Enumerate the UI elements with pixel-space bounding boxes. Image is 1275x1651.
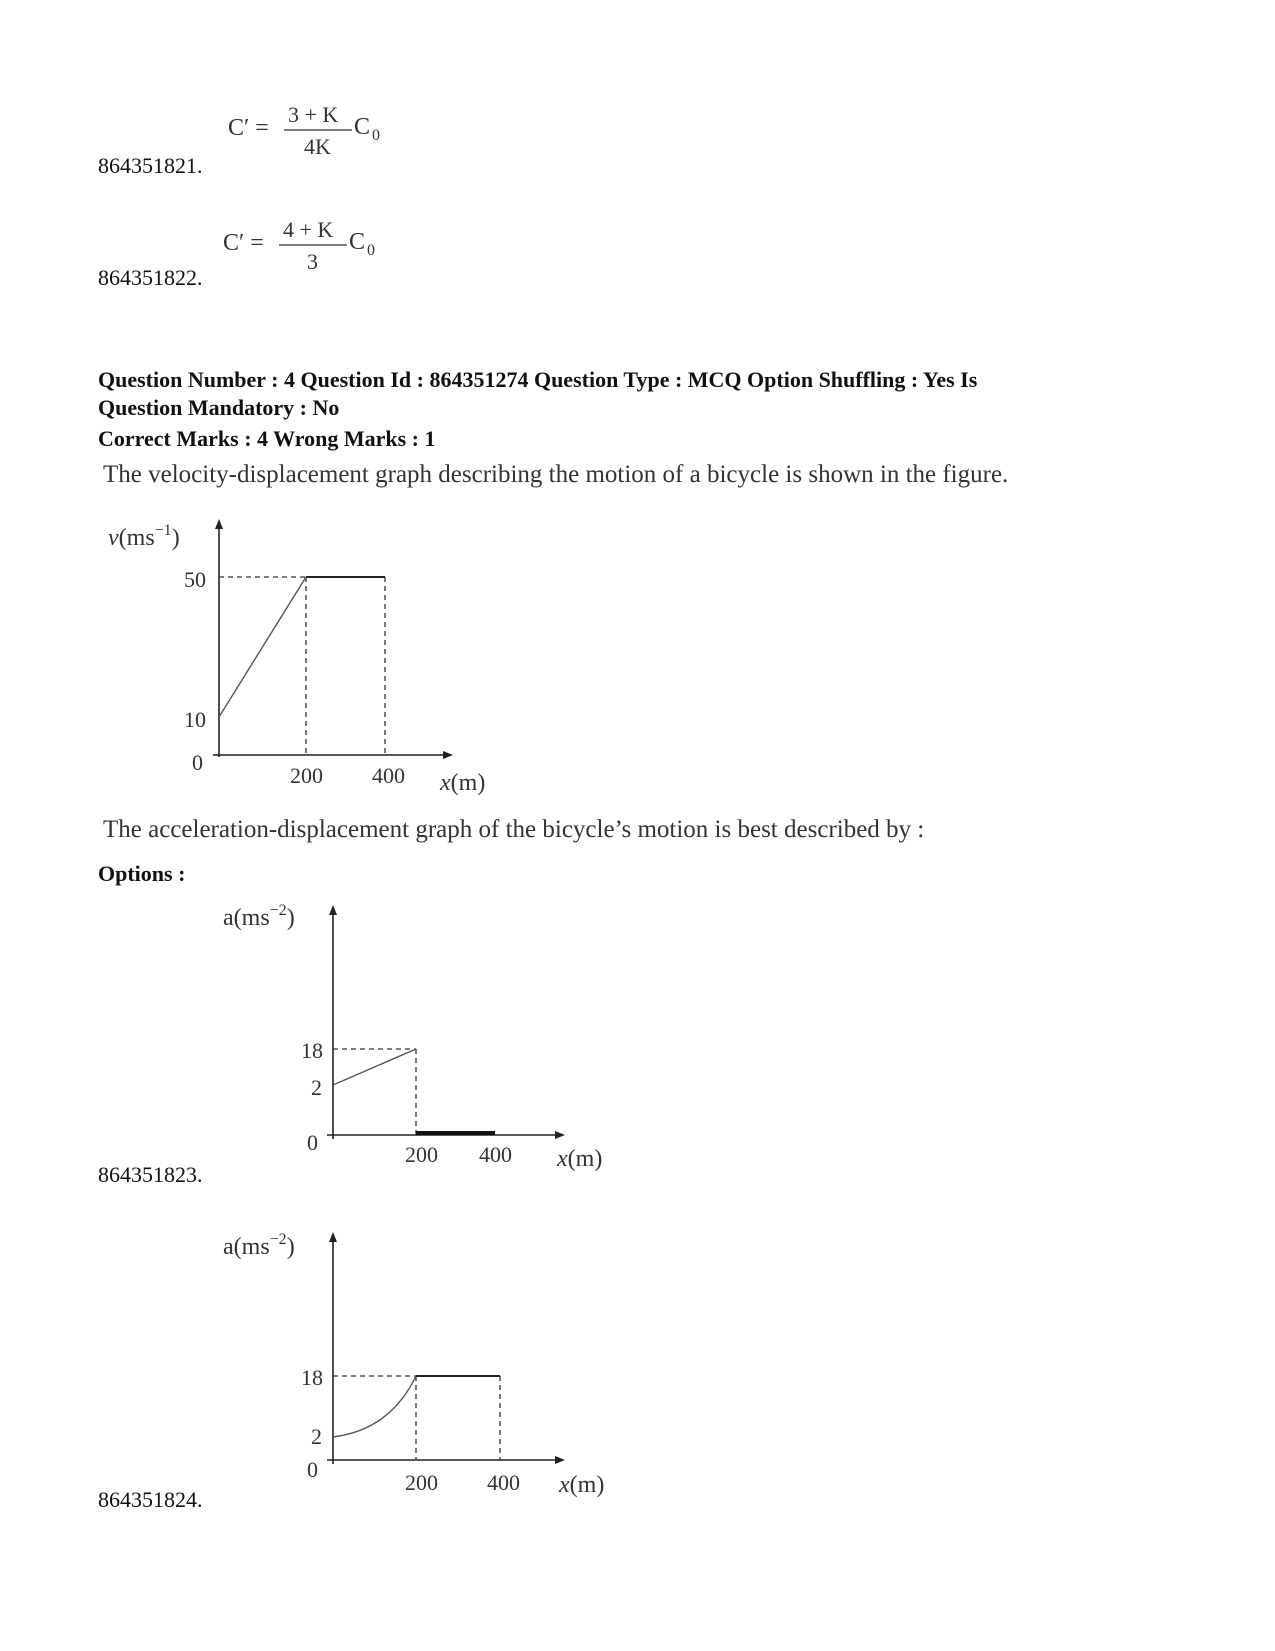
formula-numerator: 3 + K: [288, 102, 339, 127]
x-tick-400: 400: [487, 1470, 520, 1495]
x-tick-200: 200: [290, 763, 323, 788]
y-tick-0: 0: [307, 1457, 318, 1482]
acceleration-rising-line: [333, 1049, 416, 1085]
question-marks: Correct Marks : 4 Wrong Marks : 1: [98, 426, 436, 451]
y-tick-0: 0: [192, 750, 203, 775]
x-tick-400: 400: [372, 763, 405, 788]
formula-lhs: C′ =: [228, 115, 269, 141]
formula-denominator: 3: [307, 249, 318, 274]
y-axis-arrow: [329, 905, 337, 915]
y-axis-arrow: [329, 1232, 337, 1242]
formula-subscript: 0: [367, 242, 375, 259]
x-axis-label: x(m): [440, 770, 486, 796]
formula-suffix: C: [354, 114, 371, 140]
formula-option-2: [215, 205, 415, 280]
velocity-rising-line: [219, 577, 306, 717]
option-id: 864351822.: [98, 265, 203, 290]
formula-denominator: 4K: [304, 134, 331, 159]
y-tick-2: 2: [311, 1075, 322, 1100]
options-label: Options :: [98, 861, 186, 886]
formula-option-1: [220, 90, 420, 165]
question-meta-line-2: Question Mandatory : No: [98, 395, 340, 420]
question-prompt: The acceleration-displacement graph of the bicycle’s motion is best described by :: [103, 816, 925, 843]
velocity-displacement-graph: [100, 515, 520, 805]
formula-subscript: 0: [372, 127, 380, 144]
y-tick-50: 50: [184, 567, 206, 592]
x-axis-arrow: [555, 1131, 565, 1139]
y-tick-18: 18: [301, 1038, 323, 1063]
option-id: 864351823.: [98, 1162, 203, 1187]
x-axis-arrow: [443, 751, 453, 759]
option-id: 864351824.: [98, 1487, 203, 1512]
question-text: The velocity-displacement graph describing the motion of a bicycle is shown in the figure.: [103, 461, 1009, 488]
y-tick-18: 18: [301, 1365, 323, 1390]
formula-suffix: C: [349, 229, 366, 255]
option-id: 864351821.: [98, 153, 203, 178]
x-tick-200: 200: [405, 1142, 438, 1167]
question-meta: [98, 366, 1198, 422]
y-axis-label: $a(ms^{-2})$: [223, 1231, 295, 1260]
question-meta-line-1: Question Number : 4 Question Id : 864351274 Question Type : MCQ Option Shuffling : Yes Is: [98, 367, 978, 392]
option-b-graph: [215, 1220, 635, 1510]
option-a-graph: [215, 895, 635, 1185]
x-axis-arrow: [555, 1456, 565, 1464]
x-tick-400: 400: [479, 1142, 512, 1167]
acceleration-curve: [333, 1376, 416, 1437]
x-axis-label: x(m): [557, 1146, 603, 1172]
y-axis-label: $v(ms^{-1})$: [108, 522, 180, 551]
y-tick-0: 0: [307, 1130, 318, 1155]
y-tick-10: 10: [184, 707, 206, 732]
x-tick-200: 200: [405, 1470, 438, 1495]
formula-lhs: C′ =: [223, 230, 264, 256]
y-axis-arrow: [215, 519, 223, 529]
formula-numerator: 4 + K: [283, 217, 334, 242]
x-axis-label: x(m): [559, 1472, 605, 1498]
y-tick-2: 2: [311, 1424, 322, 1449]
y-axis-label: $a(ms^{-2})$: [223, 902, 295, 931]
